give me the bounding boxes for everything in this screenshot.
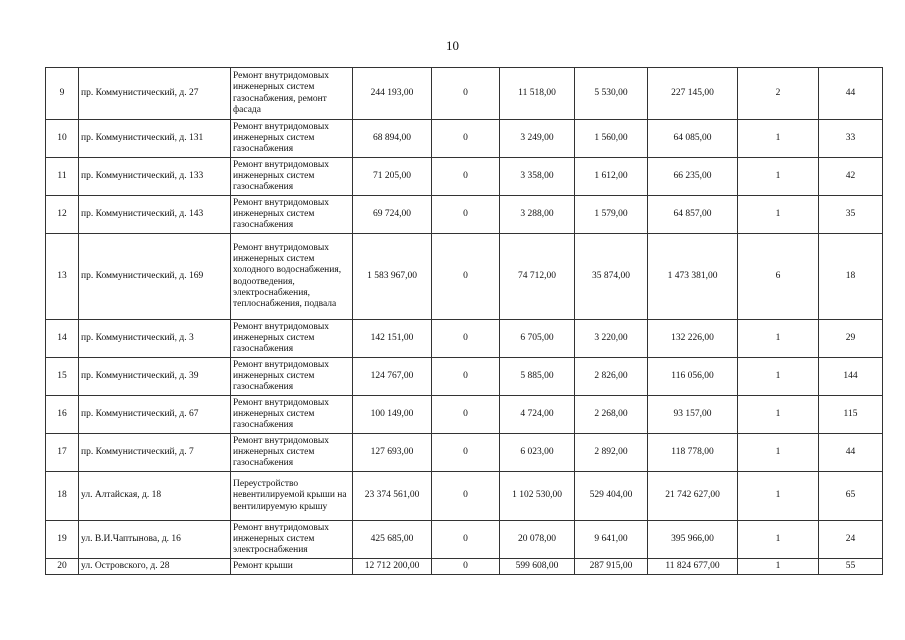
table-body: [46, 68, 883, 575]
address-cell: ул. В.И.Чаптынова, д. 16: [79, 521, 231, 559]
fund-share-cell: 20 078,00: [500, 521, 575, 559]
budget-zero-cell: 0: [432, 472, 500, 521]
total-cost-cell: 1 583 967,00: [353, 234, 432, 320]
budget-zero-cell: 0: [432, 559, 500, 575]
total-cost-cell: 124 767,00: [353, 358, 432, 396]
table-row: [46, 234, 883, 320]
table-row: [46, 120, 883, 158]
table-row: [46, 396, 883, 434]
owner-share-cell: 132 226,00: [648, 320, 738, 358]
total-cost-cell: 425 685,00: [353, 521, 432, 559]
works-count-cell: 1: [738, 396, 819, 434]
budget-zero-cell: 0: [432, 358, 500, 396]
works-count-cell: 1: [738, 158, 819, 196]
fund-share-cell: 3 288,00: [500, 196, 575, 234]
local-share-cell: 529 404,00: [575, 472, 648, 521]
owner-share-cell: 116 056,00: [648, 358, 738, 396]
budget-zero-cell: 0: [432, 158, 500, 196]
row-number: 14: [46, 320, 79, 358]
owner-share-cell: 66 235,00: [648, 158, 738, 196]
apartments-count-cell: 24: [819, 521, 883, 559]
local-share-cell: 287 915,00: [575, 559, 648, 575]
work-type-cell: Ремонт внутридомовых инженерных систем газоснабжения: [231, 320, 353, 358]
owner-share-cell: 21 742 627,00: [648, 472, 738, 521]
local-share-cell: 2 892,00: [575, 434, 648, 472]
fund-share-cell: 11 518,00: [500, 68, 575, 120]
owner-share-cell: 64 085,00: [648, 120, 738, 158]
address-cell: ул. Алтайская, д. 18: [79, 472, 231, 521]
apartments-count-cell: 18: [819, 234, 883, 320]
total-cost-cell: 100 149,00: [353, 396, 432, 434]
row-number: 16: [46, 396, 79, 434]
table-row: [46, 196, 883, 234]
budget-zero-cell: 0: [432, 234, 500, 320]
address-cell: пр. Коммунистический, д. 131: [79, 120, 231, 158]
fund-share-cell: 599 608,00: [500, 559, 575, 575]
owner-share-cell: 11 824 677,00: [648, 559, 738, 575]
work-type-cell: Ремонт внутридомовых инженерных систем газоснабжения: [231, 434, 353, 472]
address-cell: пр. Коммунистический, д. 7: [79, 434, 231, 472]
work-type-cell: Ремонт внутридомовых инженерных систем холодного водоснабжения, водоотведения, электроснабжения, теплоснабжения, подвала: [231, 234, 353, 320]
works-count-cell: 1: [738, 434, 819, 472]
apartments-count-cell: 33: [819, 120, 883, 158]
works-count-cell: 1: [738, 320, 819, 358]
fund-share-cell: 3 358,00: [500, 158, 575, 196]
works-count-cell: 1: [738, 120, 819, 158]
work-type-cell: Ремонт внутридомовых инженерных систем электроснабжения: [231, 521, 353, 559]
works-count-cell: 1: [738, 196, 819, 234]
total-cost-cell: 71 205,00: [353, 158, 432, 196]
owner-share-cell: 395 966,00: [648, 521, 738, 559]
local-share-cell: 2 268,00: [575, 396, 648, 434]
total-cost-cell: 12 712 200,00: [353, 559, 432, 575]
local-share-cell: 1 612,00: [575, 158, 648, 196]
local-share-cell: 3 220,00: [575, 320, 648, 358]
local-share-cell: 5 530,00: [575, 68, 648, 120]
row-number: 9: [46, 68, 79, 120]
row-number: 15: [46, 358, 79, 396]
address-cell: пр. Коммунистический, д. 143: [79, 196, 231, 234]
address-cell: пр. Коммунистический, д. 67: [79, 396, 231, 434]
apartments-count-cell: 115: [819, 396, 883, 434]
row-number: 20: [46, 559, 79, 575]
apartments-count-cell: 65: [819, 472, 883, 521]
row-number: 17: [46, 434, 79, 472]
work-type-cell: Ремонт внутридомовых инженерных систем газоснабжения: [231, 158, 353, 196]
address-cell: пр. Коммунистический, д. 133: [79, 158, 231, 196]
address-cell: ул. Островского, д. 28: [79, 559, 231, 575]
budget-zero-cell: 0: [432, 320, 500, 358]
budget-zero-cell: 0: [432, 196, 500, 234]
owner-share-cell: 227 145,00: [648, 68, 738, 120]
address-cell: пр. Коммунистический, д. 3: [79, 320, 231, 358]
total-cost-cell: 244 193,00: [353, 68, 432, 120]
budget-zero-cell: 0: [432, 434, 500, 472]
owner-share-cell: 64 857,00: [648, 196, 738, 234]
work-type-cell: Ремонт крыши: [231, 559, 353, 575]
fund-share-cell: 3 249,00: [500, 120, 575, 158]
total-cost-cell: 127 693,00: [353, 434, 432, 472]
budget-zero-cell: 0: [432, 68, 500, 120]
local-share-cell: 9 641,00: [575, 521, 648, 559]
owner-share-cell: 118 778,00: [648, 434, 738, 472]
local-share-cell: 1 579,00: [575, 196, 648, 234]
owner-share-cell: 93 157,00: [648, 396, 738, 434]
table-row: [46, 320, 883, 358]
fund-share-cell: 4 724,00: [500, 396, 575, 434]
works-count-cell: 6: [738, 234, 819, 320]
works-count-cell: 1: [738, 472, 819, 521]
local-share-cell: 1 560,00: [575, 120, 648, 158]
apartments-count-cell: 35: [819, 196, 883, 234]
row-number: 10: [46, 120, 79, 158]
total-cost-cell: 69 724,00: [353, 196, 432, 234]
works-count-cell: 1: [738, 358, 819, 396]
fund-share-cell: 6 023,00: [500, 434, 575, 472]
table-row: [46, 358, 883, 396]
total-cost-cell: 68 894,00: [353, 120, 432, 158]
address-cell: пр. Коммунистический, д. 39: [79, 358, 231, 396]
work-type-cell: Ремонт внутридомовых инженерных систем газоснабжения, ремонт фасада: [231, 68, 353, 120]
apartments-count-cell: 29: [819, 320, 883, 358]
row-number: 18: [46, 472, 79, 521]
fund-share-cell: 6 705,00: [500, 320, 575, 358]
works-count-cell: 1: [738, 521, 819, 559]
works-count-cell: 2: [738, 68, 819, 120]
row-number: 11: [46, 158, 79, 196]
row-number: 13: [46, 234, 79, 320]
work-type-cell: Ремонт внутридомовых инженерных систем газоснабжения: [231, 196, 353, 234]
budget-zero-cell: 0: [432, 120, 500, 158]
apartments-count-cell: 42: [819, 158, 883, 196]
fund-share-cell: 1 102 530,00: [500, 472, 575, 521]
table-row: [46, 472, 883, 521]
works-count-cell: 1: [738, 559, 819, 575]
work-type-cell: Переустройство невентилируемой крыши на вентилируемую крышу: [231, 472, 353, 521]
table-row: [46, 521, 883, 559]
fund-share-cell: 74 712,00: [500, 234, 575, 320]
total-cost-cell: 23 374 561,00: [353, 472, 432, 521]
budget-zero-cell: 0: [432, 521, 500, 559]
row-number: 12: [46, 196, 79, 234]
apartments-count-cell: 44: [819, 434, 883, 472]
owner-share-cell: 1 473 381,00: [648, 234, 738, 320]
work-type-cell: Ремонт внутридомовых инженерных систем газоснабжения: [231, 120, 353, 158]
total-cost-cell: 142 151,00: [353, 320, 432, 358]
apartments-count-cell: 55: [819, 559, 883, 575]
work-type-cell: Ремонт внутридомовых инженерных систем газоснабжения: [231, 396, 353, 434]
address-cell: пр. Коммунистический, д. 169: [79, 234, 231, 320]
apartments-count-cell: 144: [819, 358, 883, 396]
local-share-cell: 35 874,00: [575, 234, 648, 320]
table-row: [46, 434, 883, 472]
page-number: 10: [446, 38, 459, 53]
table-row: [46, 559, 883, 575]
row-number: 19: [46, 521, 79, 559]
address-cell: пр. Коммунистический, д. 27: [79, 68, 231, 120]
apartments-count-cell: 44: [819, 68, 883, 120]
work-type-cell: Ремонт внутридомовых инженерных систем газоснабжения: [231, 358, 353, 396]
budget-zero-cell: 0: [432, 396, 500, 434]
table-row: [46, 68, 883, 120]
works-table: [45, 67, 883, 575]
table-row: [46, 158, 883, 196]
local-share-cell: 2 826,00: [575, 358, 648, 396]
fund-share-cell: 5 885,00: [500, 358, 575, 396]
